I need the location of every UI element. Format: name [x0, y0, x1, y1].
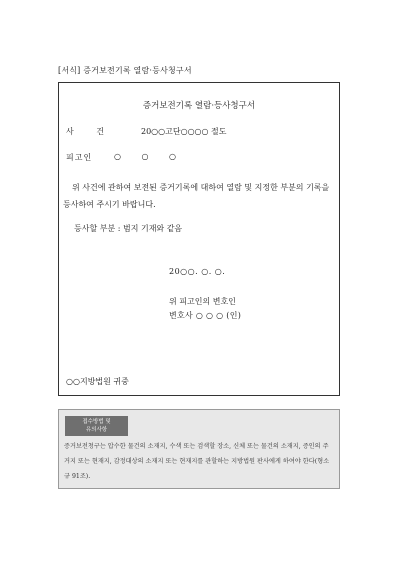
request-body: 위 사건에 관하여 보전된 증거기록에 대하여 열람 및 지정한 부분의 기록을 등사하여 주시기 바랍니다. — [63, 183, 330, 209]
attorney-signature: 변호사 ○ ○ ○ (인) — [169, 311, 242, 320]
court-addressee: ○○지방법원 귀중 — [66, 377, 129, 386]
notes-tab-line1: 접수방법 및 — [82, 419, 111, 425]
document-heading: [서식] 증거보전기록 열람·등사청구서 — [58, 66, 192, 75]
copy-scope: 등사할 부분 : 범지 기재와 같음 — [74, 224, 183, 233]
defendant-value: ○ ○ ○ — [114, 152, 186, 161]
notes-box — [58, 409, 340, 489]
case-value: 20○○고단○○○○ 절도 — [141, 127, 227, 136]
request-date: 20○○. ○. ○. — [169, 267, 226, 276]
defendant-label: 피고인 — [66, 153, 93, 162]
form-title: 증거보전기록 열람·등사청구서 — [142, 101, 256, 111]
case-label: 사 건 — [66, 127, 114, 136]
notes-text: 증거보전청구는 압수한 물건의 소재지, 수색 또는 검색할 장소, 신체 또는 물건의 소재지, 증인의 주거지 또는 현재지, 감정대상의 소재지 또는 현재지를 관할하는 지방법원 판사에게 하여야 한다(형소규 91조). — [64, 443, 330, 480]
notes-tab-line2: 유의사항 — [85, 427, 108, 433]
request-form — [58, 82, 340, 396]
attorney-title: 위 피고인의 변호인 — [169, 297, 236, 306]
notes-tab — [65, 416, 128, 436]
